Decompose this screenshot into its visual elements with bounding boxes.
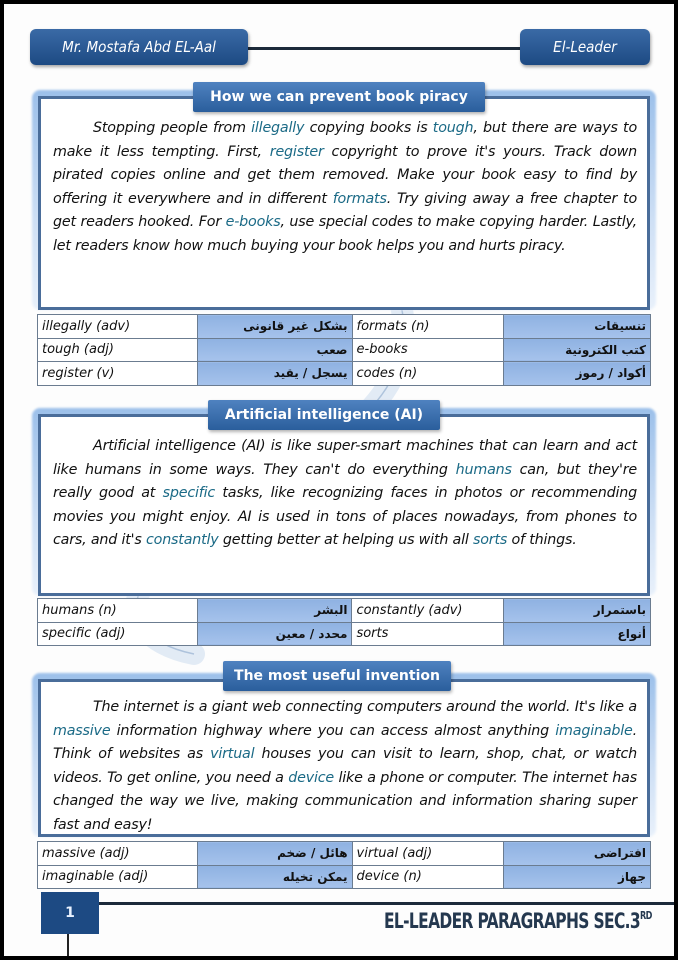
vocab-meaning: البشر (197, 599, 352, 623)
vocab-meaning: يمكن تخيله (197, 865, 352, 889)
paragraph-box (38, 679, 650, 837)
table-row (38, 315, 651, 339)
section-title: Artificial intelligence (AI) (208, 400, 440, 430)
vocab-word: constantly (adv) (352, 599, 504, 623)
vocab-word: formats (n) (352, 315, 504, 339)
worksheet-page (4, 4, 674, 956)
vocab-word: virtual (adj) (352, 842, 504, 866)
vocab-word: codes (n) (352, 362, 504, 386)
keyword: register (269, 143, 324, 160)
vocab-word: e-books (352, 338, 504, 362)
series-title: EL-LEADER PARAGRAPHS SEC.3RD (384, 909, 652, 933)
vocab-meaning: باستمرار (504, 599, 651, 623)
paragraph-text: Stopping people from illegally copying books is tough, but there are ways to make it less tempting. First, register copyright to prove it's yours. Track down pirated copies online and get them removed. Make your book easy to find by offering it everywhere and in different formats. Try giving away a free chapter to get readers hooked. For e-books, use special codes to make copying harder. Lastly, let readers know how much buying your book helps you and hurts piracy. (53, 120, 637, 254)
vocab-meaning: بشكل غير قانونى (197, 315, 352, 339)
vocab-meaning: هائل / ضخم (197, 842, 352, 866)
vocab-meaning: كتب الكترونية (504, 338, 651, 362)
paragraph-text: Artificial intelligence (AI) is like super-smart machines that can learn and act like humans in some ways. They can't do everything humans can, but they're really good at specific tasks, like recognizing faces in photos or recommending movies you might enjoy. AI is used in tons of places nowadays, from phones to cars, and it's constantly getting better at helping us with all sorts of things. (53, 438, 637, 549)
table-row (38, 362, 651, 386)
keyword: device (288, 769, 335, 786)
vocab-meaning: تنسيقات (504, 315, 651, 339)
page-number-badge: 1 (41, 892, 99, 934)
section-title: The most useful invention (223, 661, 451, 691)
vocab-meaning: أكواد / رموز (504, 362, 651, 386)
vocab-table (37, 598, 651, 646)
vocab-meaning: أنواع (504, 622, 651, 646)
brand-badge: El-Leader (520, 29, 650, 65)
table-row (38, 338, 651, 362)
keyword: sorts (473, 532, 508, 549)
section-title: How we can prevent book piracy (193, 82, 485, 112)
keyword: e-books (225, 214, 281, 231)
vocab-meaning: محدد / معين (197, 622, 352, 646)
vocab-word: register (v) (38, 362, 198, 386)
header-divider (244, 47, 534, 50)
vocab-meaning: صعب (197, 338, 352, 362)
keyword: massive (53, 722, 111, 739)
keyword: imaginable (555, 722, 633, 739)
vocab-meaning: افتراضى (504, 842, 651, 866)
vocab-table (37, 841, 651, 889)
table-row (38, 842, 651, 866)
vocab-word: sorts (352, 622, 504, 646)
vocab-word: specific (adj) (38, 622, 198, 646)
vocab-table (37, 314, 651, 386)
vocab-meaning: جهاز (504, 865, 651, 889)
vocab-word: device (n) (352, 865, 504, 889)
vocab-word: massive (adj) (38, 842, 198, 866)
author-badge: Mr. Mostafa Abd EL-Aal (30, 29, 248, 65)
table-row (38, 865, 651, 889)
vocab-word: humans (n) (38, 599, 198, 623)
vocab-word: tough (adj) (38, 338, 198, 362)
footer-divider (99, 902, 674, 905)
keyword: illegally (251, 120, 305, 136)
keyword: humans (455, 461, 512, 478)
vocab-word: illegally (adv) (38, 315, 198, 339)
vocab-word: imaginable (adj) (38, 865, 198, 889)
page-number-stem (67, 934, 69, 956)
paragraph-box (38, 414, 650, 596)
paragraph-box (38, 96, 650, 310)
table-row (38, 599, 651, 623)
keyword: formats (332, 190, 387, 207)
table-row (38, 622, 651, 646)
keyword: virtual (210, 746, 255, 763)
keyword: constantly (145, 532, 219, 549)
paragraph-text: The internet is a giant web connecting computers around the world. It's like a massive information highway where you can access almost anything imaginable. Think of websites as virtual houses you can visit to learn, shop, chat, or watch videos. To get online, you need a device like a phone or computer. The internet has changed the way we live, making communication and information sharing super fast and easy! (53, 699, 637, 833)
keyword: tough (432, 120, 474, 136)
vocab-meaning: يسجل / يقيد (197, 362, 352, 386)
keyword: specific (162, 485, 216, 502)
